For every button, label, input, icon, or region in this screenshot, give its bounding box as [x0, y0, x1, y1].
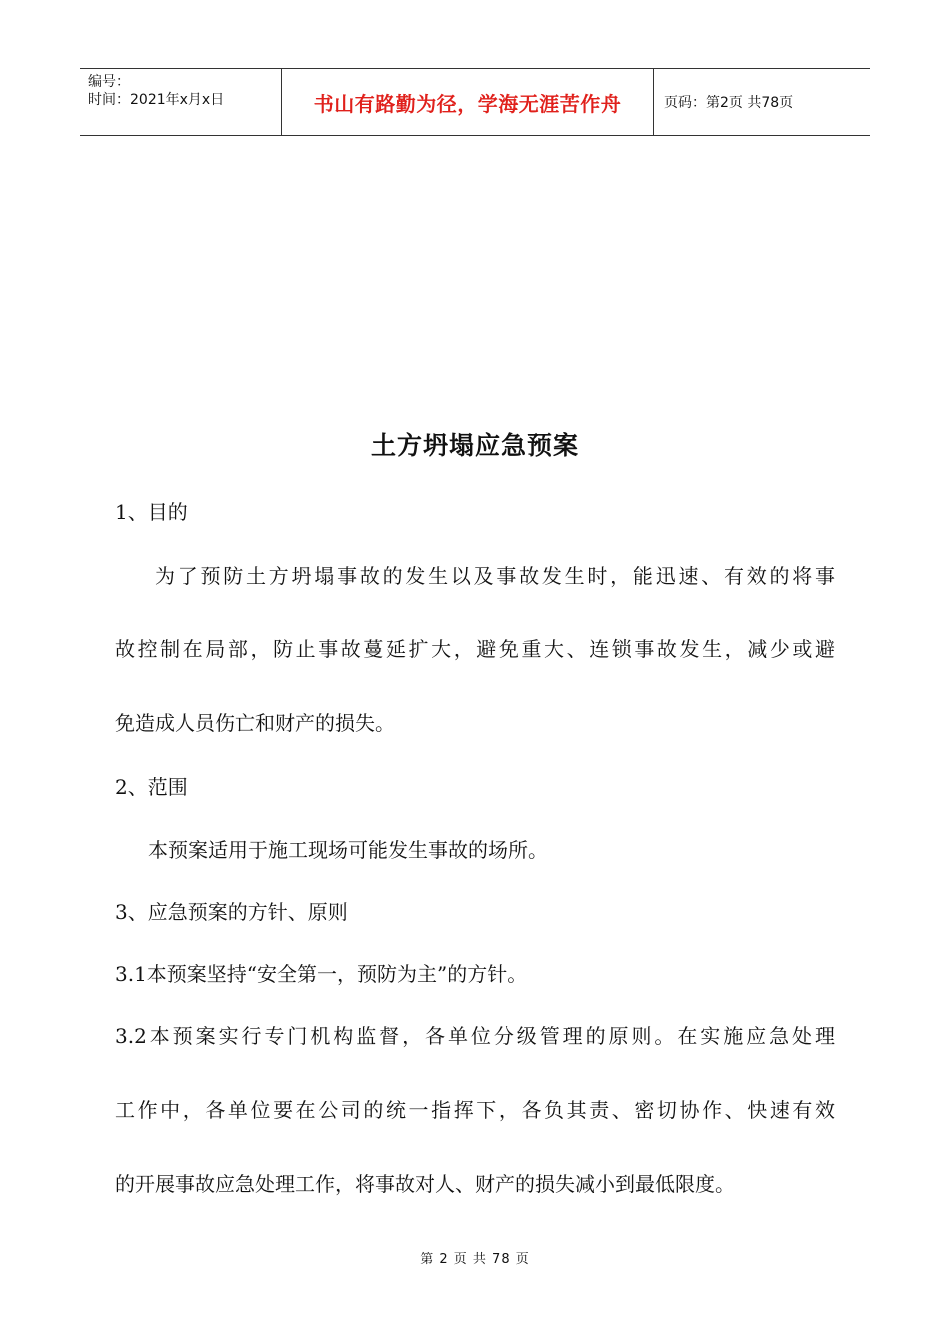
section-heading-principles: 3、应急预案的方针、原则 [115, 900, 348, 924]
header-page-info: 页码：第2页 共78页 [664, 95, 794, 111]
section-heading-purpose: 1、目的 [115, 500, 188, 524]
document-time-label: 时间：2021年x月x日 [88, 92, 225, 108]
paragraph-line: 本预案适用于施工现场可能发生事故的场所。 [148, 838, 548, 862]
paragraph-line: 为了预防土方坍塌事故的发生以及事故发生时，能迅速、有效的将事 [155, 564, 835, 588]
document-header [80, 68, 870, 136]
paragraph-line: 工作中，各单位要在公司的统一指挥下，各负其责、密切协作、快速有效 [115, 1098, 835, 1122]
paragraph-line: 的开展事故应急处理工作，将事故对人、财产的损失减小到最低限度。 [115, 1172, 735, 1196]
header-page-cell [654, 69, 870, 135]
document-title: 土方坍塌应急预案 [370, 431, 579, 460]
header-meta-cell [80, 69, 282, 135]
paragraph-line: 免造成人员伤亡和财产的损失。 [115, 711, 395, 735]
paragraph-line: 故控制在局部，防止事故蔓延扩大，避免重大、连锁事故发生，减少或避 [115, 637, 835, 661]
header-motto-cell [282, 69, 654, 135]
paragraph-line: 3.1本预案坚持“安全第一，预防为主”的方针。 [115, 962, 528, 986]
page-footer: 第 2 页 共 78 页 [420, 1252, 530, 1267]
header-motto: 书山有路勤为径，学海无涯苦作舟 [313, 91, 622, 116]
section-heading-scope: 2、范围 [115, 775, 188, 799]
document-number-label: 编号： [88, 74, 130, 90]
paragraph-line: 3.2本预案实行专门机构监督，各单位分级管理的原则。在实施应急处理 [115, 1024, 835, 1048]
